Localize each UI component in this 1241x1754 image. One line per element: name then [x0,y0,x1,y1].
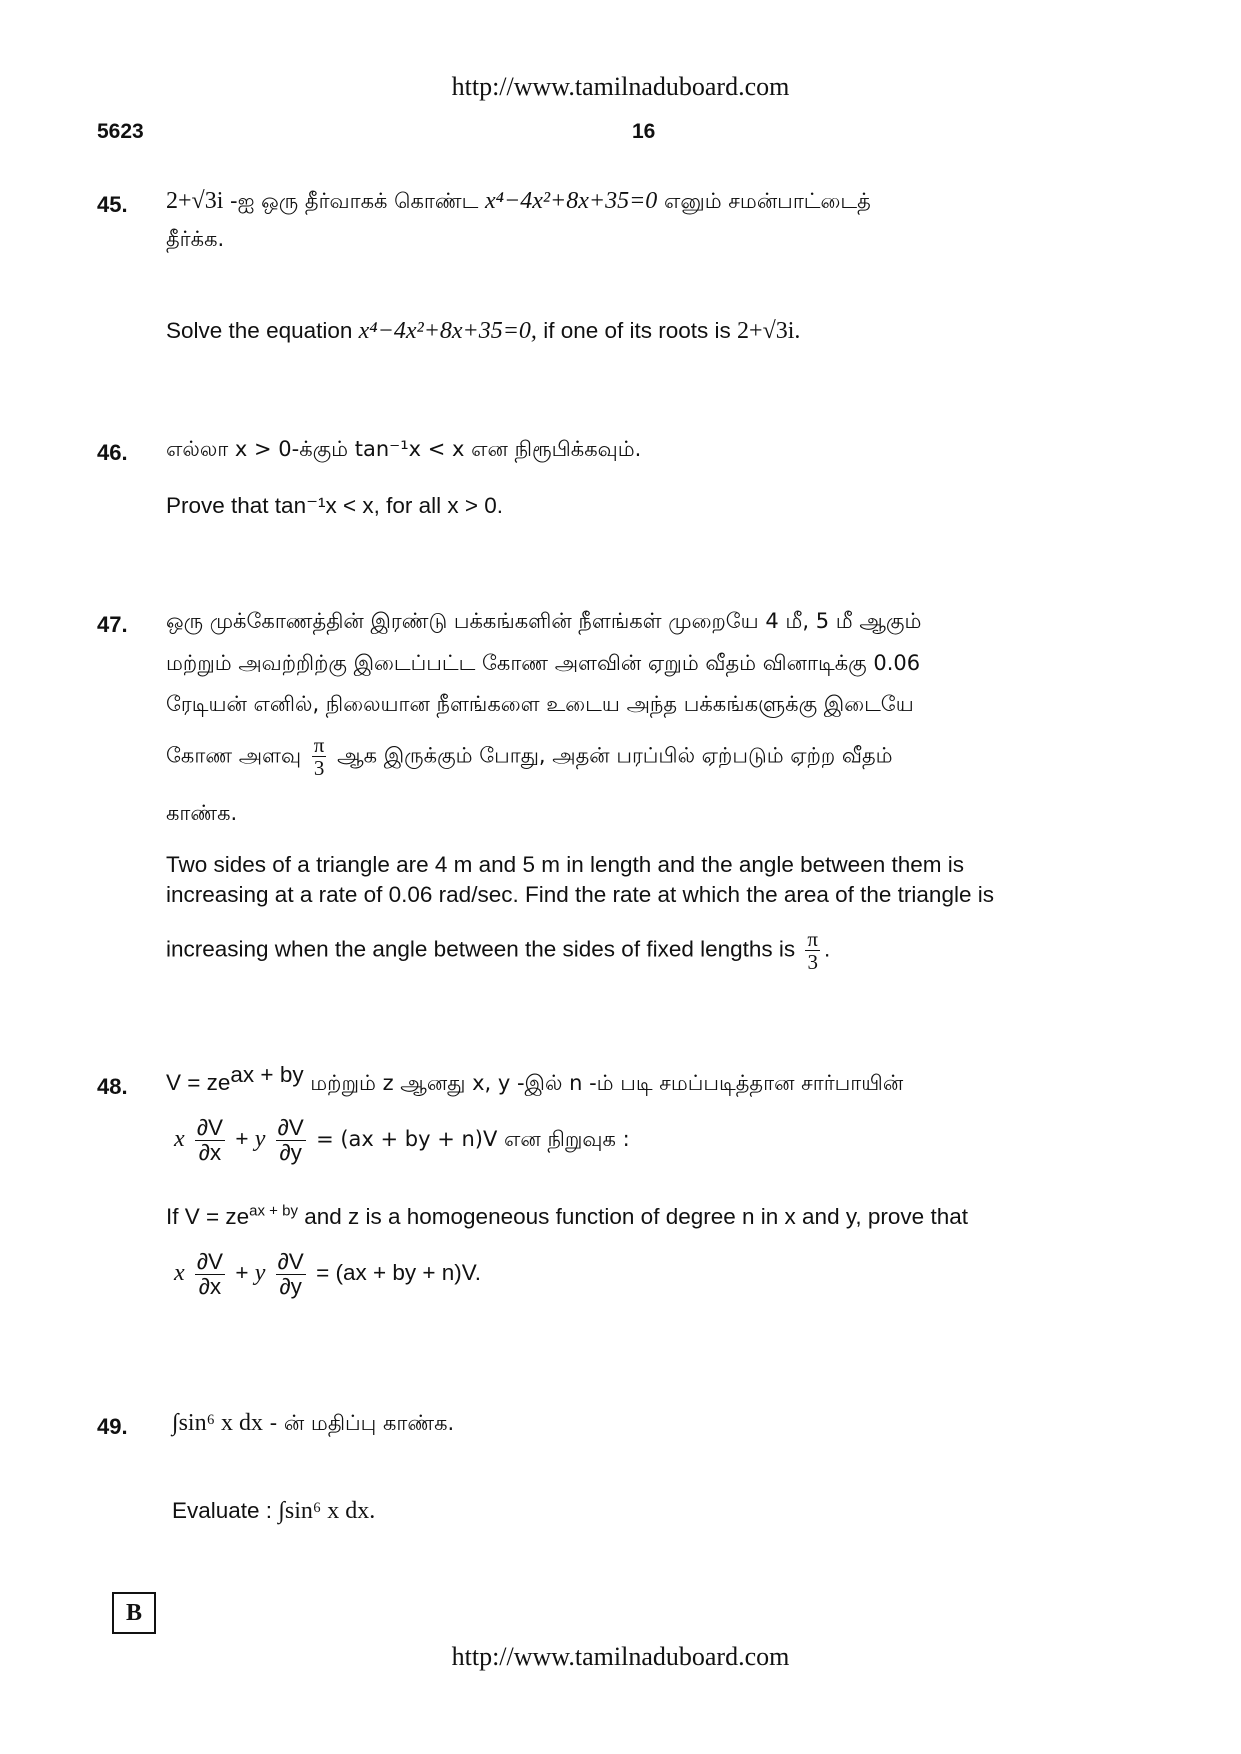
q48-english-plus: + [235,1260,249,1286]
q48-tamil-dv-dx [195,1116,225,1164]
q48-english-line2-end: = (ax + by + n)V. [316,1260,481,1286]
q48-tamil-plus: + [235,1126,249,1152]
q45-tamil-text-b: எனும் சமன்பாட்டைத் [657,189,871,213]
q49-tamil-integral: ∫sin⁶ x dx [172,1410,263,1436]
q45-english-prefix: Solve the equation [166,318,359,343]
question-47-tamil-line3: ரேடியன் எனில், நிலையான நீளங்களை உடைய அந்த பக்கங்களுக்கு இடையே [166,692,914,716]
paper-code: 5623 [97,120,144,143]
q48-english-prefix: If V = ze [166,1204,250,1229]
question-47-tamil-line2: மற்றும் அவற்றிற்கு இடைப்பட்ட கோண அளவின் ஏறும் வீதம் வினாடிக்கு 0.06 [166,651,921,675]
q48-tamil-text: மற்றும் z ஆனது x, y -இல் n -ம் படி சமப்படித்தான சார்பாயின் [303,1071,904,1095]
question-46-number: 46. [97,440,128,465]
q47-tamil-three: 3 [313,756,325,781]
q47-tamil-pi-over-3 [312,734,327,779]
q48-tamil-dx: ∂x [198,1139,222,1165]
q47-english-pi-over-3 [805,928,820,973]
q48-english-x: x [174,1260,185,1287]
q48-english-dy: ∂y [279,1273,302,1299]
question-49-number: 49. [97,1414,128,1439]
q48-tamil-dV2: ∂V [277,1115,304,1140]
question-48-english-line1 [166,1204,968,1230]
q45-english-equation: x⁴−4x²+8x+35=0, [358,318,537,344]
question-48-tamil-line1 [166,1062,904,1098]
question-48-tamil-line2 [174,1116,630,1164]
q48-english-exponent: ax + by [249,1202,298,1220]
q48-english-dv-dy [276,1250,306,1298]
question-49-english [172,1498,375,1525]
q48-tamil-eq: V = ze [166,1070,231,1095]
question-47-english-line2: increasing at a rate of 0.06 rad/sec. Find the rate at which the area of the triangle is [166,882,994,907]
q49-tamil-text: - ன் மதிப்பு காண்க. [262,1411,455,1435]
page-number: 16 [632,120,656,143]
booklet-letter-box: B [112,1592,156,1634]
q49-english-prefix: Evaluate : [172,1498,279,1523]
question-47-english-line1: Two sides of a triangle are 4 m and 5 m in length and the angle between them is [166,852,964,877]
question-47-number: 47. [97,612,128,637]
q48-tamil-dV1: ∂V [196,1115,224,1140]
q48-tamil-exponent: ax + by [230,1062,304,1087]
question-49-tamil [172,1410,454,1438]
q48-english-dv-dx [195,1250,225,1298]
q47-tamil-line4a: கோண அளவு [166,743,302,768]
question-48-number: 48. [97,1074,128,1099]
question-47-tamil-line4 [166,734,893,779]
q47-tamil-line4b: ஆக இருக்கும் போது, அதன் பரப்பில் ஏற்படும் ஏற்ற வீதம் [337,743,893,768]
footer-url: http://www.tamilnaduboard.com [451,1642,790,1671]
q48-english-dV1: ∂V [196,1249,224,1274]
q45-tamil-equation: x⁴−4x²+8x+35=0 [485,188,658,214]
header-url: http://www.tamilnaduboard.com [451,72,790,101]
question-45-tamil-line1 [166,188,871,216]
q45-english-mid: if one of its roots is [536,318,738,343]
q48-tamil-dv-dy [276,1116,306,1164]
question-47-tamil-line5: காண்க. [166,801,238,825]
question-46-english: Prove that tan⁻¹x < x, for all x > 0. [166,493,504,518]
q48-english-y: y [254,1260,266,1287]
q47-english-line3: increasing when the angle between the sides of fixed lengths is [166,936,796,962]
question-45-english [166,318,800,345]
question-48-english-line2 [174,1250,481,1298]
q45-english-root: 2+√3i. [737,318,801,344]
q48-tamil-dy: ∂y [279,1139,302,1165]
question-47-tamil-line1: ஒரு முக்கோணத்தின் இரண்டு பக்கங்களின் நீளங்கள் முறையே 4 மீ, 5 மீ ஆகும் [166,609,922,633]
question-45-number: 45. [97,192,128,217]
q45-tamil-root: 2+√3i [166,188,224,214]
q48-tamil-x: x [174,1126,185,1153]
question-47-english-line3: increasing when the angle between the sides of fixed lengths is $\frac{\pi}{3}$ . [166,927,831,975]
q48-english-dx: ∂x [198,1273,222,1299]
question-46-tamil: எல்லா x > 0-க்கும் tan⁻¹x < x என நிரூபிக்கவும். [166,437,642,461]
q47-english-pi: π [807,927,819,951]
q48-english-text: and z is a homogeneous function of degree n in x and y, prove that [297,1204,968,1229]
q49-english-integral: ∫sin⁶ x dx. [278,1498,376,1524]
q48-english-dV2: ∂V [277,1249,304,1274]
q48-tamil-y: y [254,1126,266,1153]
q45-tamil-text-a: -ஐ ஒரு தீர்வாகக் கொண்ட [223,189,486,213]
q47-english-three: 3 [807,950,818,975]
q47-tamil-pi: π [313,733,325,757]
question-45-tamil-line2: தீர்க்க. [166,227,225,251]
q48-tamil-line2-end: = (ax + by + n)V என நிறுவுக : [316,1127,630,1152]
